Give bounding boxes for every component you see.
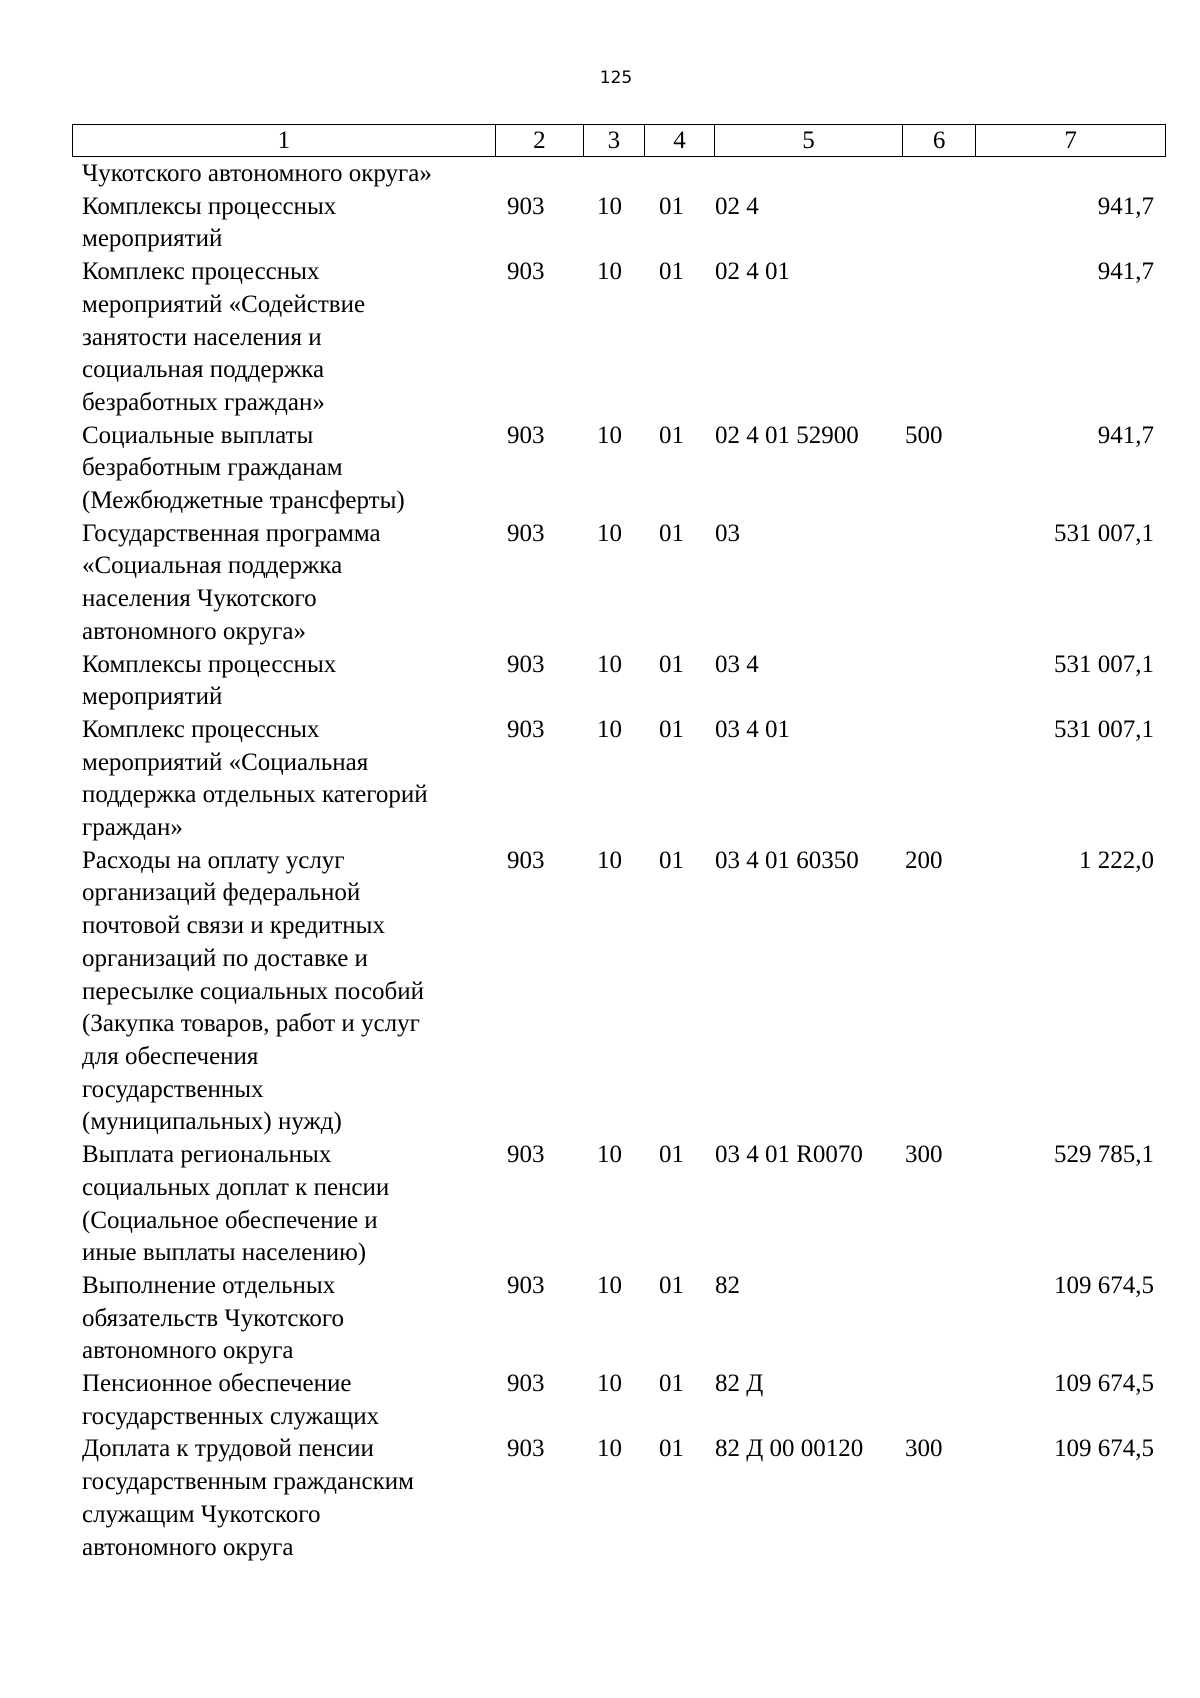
column-header-2: 2: [495, 125, 583, 157]
row-section-code: 10: [597, 1271, 622, 1299]
row-ministry-code: 903: [507, 519, 545, 547]
row-name: Доплата к трудовой пенсии государственным гражданским служащим Чукотского автономного округа: [82, 1435, 414, 1561]
row-ministry-code: 903: [507, 715, 545, 743]
column-header-table: [72, 124, 1166, 157]
column-header-row: [73, 125, 1166, 157]
row-target-article: 02 4 01 52900: [715, 421, 859, 449]
row-section-code: 10: [597, 421, 622, 449]
row-section-code: 10: [597, 519, 622, 547]
row-name: Пенсионное обеспечение государственных служащих: [82, 1370, 380, 1430]
row-amount: 109 674,5: [1054, 1435, 1154, 1463]
row-section-code: 10: [597, 1370, 622, 1398]
page-number: 125: [599, 68, 633, 88]
table-row: [72, 256, 1166, 420]
row-ministry-code: 903: [507, 1141, 545, 1169]
row-ministry-code: 903: [507, 258, 545, 286]
row-subsection-code: 01: [659, 1141, 684, 1169]
row-name: Комплекс процессных мероприятий «Содействие занятости населения и социальная поддержка безработных граждан»: [82, 258, 366, 416]
row-name: Комплексы процессных мероприятий: [82, 192, 337, 253]
row-amount: 941,7: [1097, 258, 1154, 286]
column-header-4: 4: [644, 125, 715, 157]
row-expense-type: 500: [905, 421, 943, 449]
row-subsection-code: 01: [659, 1271, 684, 1299]
row-ministry-code: 903: [507, 1271, 545, 1299]
table-row: [72, 1433, 1166, 1564]
row-section-code: 10: [597, 715, 622, 743]
row-subsection-code: 01: [659, 1435, 684, 1463]
row-name: Выплата региональных социальных доплат к пенсии (Социальное обеспечение и иные выплаты населению): [82, 1141, 390, 1267]
table-row: [72, 714, 1166, 845]
row-amount: 1 222,0: [1079, 846, 1154, 874]
table-row: [72, 158, 1166, 191]
column-header-1: 1: [73, 125, 496, 157]
row-amount: 941,7: [1097, 192, 1154, 220]
row-section-code: 10: [597, 258, 622, 286]
row-name: Социальные выплаты безработным гражданам (Межбюджетные трансферты): [82, 421, 405, 515]
row-amount: 531 007,1: [1054, 650, 1154, 678]
row-ministry-code: 903: [507, 421, 545, 449]
row-amount: 941,7: [1097, 421, 1154, 449]
row-section-code: 10: [597, 650, 622, 678]
row-amount: 109 674,5: [1054, 1271, 1154, 1299]
row-target-article: 82: [715, 1271, 740, 1299]
row-section-code: 10: [597, 192, 622, 220]
row-section-code: 10: [597, 846, 622, 874]
column-header-5: 5: [715, 125, 903, 157]
row-subsection-code: 01: [659, 715, 684, 743]
row-target-article: 03: [715, 519, 740, 547]
row-target-article: 82 Д 00 00120: [715, 1435, 864, 1463]
row-name: Чукотского автономного округа»: [82, 160, 432, 187]
row-section-code: 10: [597, 1435, 622, 1463]
row-amount: 531 007,1: [1054, 715, 1154, 743]
row-target-article: 02 4 01: [715, 258, 790, 286]
table-row: [72, 191, 1166, 256]
row-expense-type: 300: [905, 1141, 943, 1169]
row-ministry-code: 903: [507, 846, 545, 874]
budget-table-body: [72, 158, 1166, 1564]
row-target-article: 02 4: [715, 192, 759, 220]
table-row: [72, 1139, 1166, 1270]
row-name: Расходы на оплату услуг организаций федеральной почтовой связи и кредитных организаций по доставке и пересылке социальных пособий (Закупка товаров, работ и услуг для обеспечения государственных (муниципальных) нужд): [82, 846, 424, 1136]
row-amount: 531 007,1: [1054, 519, 1154, 547]
row-subsection-code: 01: [659, 650, 684, 678]
row-target-article: 03 4: [715, 650, 759, 678]
row-name: Комплекс процессных мероприятий «Социальная поддержка отдельных категорий граждан»: [82, 715, 428, 842]
table-row: [72, 845, 1166, 1139]
column-header-3: 3: [584, 125, 645, 157]
table-row: [72, 649, 1166, 714]
row-ministry-code: 903: [507, 192, 545, 220]
table-row: [72, 518, 1166, 649]
row-ministry-code: 903: [507, 1435, 545, 1463]
row-subsection-code: 01: [659, 519, 684, 547]
row-name: Выполнение отдельных обязательств Чукотского автономного округа: [82, 1271, 345, 1365]
row-section-code: 10: [597, 1141, 622, 1169]
table-row: [72, 1368, 1166, 1433]
row-subsection-code: 01: [659, 258, 684, 286]
row-ministry-code: 903: [507, 650, 545, 678]
row-name: Государственная программа «Социальная поддержка населения Чукотского автономного округа»: [82, 519, 381, 645]
column-header-6: 6: [902, 125, 976, 157]
row-target-article: 03 4 01: [715, 715, 790, 743]
row-ministry-code: 903: [507, 1370, 545, 1398]
row-subsection-code: 01: [659, 421, 684, 449]
row-subsection-code: 01: [659, 192, 684, 220]
row-name: Комплексы процессных мероприятий: [82, 650, 337, 711]
column-header-7: 7: [976, 125, 1166, 157]
row-target-article: 03 4 01 60350: [715, 846, 859, 874]
row-target-article: 03 4 01 R0070: [715, 1141, 863, 1169]
table-row: [72, 1270, 1166, 1368]
row-amount: 109 674,5: [1054, 1370, 1154, 1398]
table-row: [72, 420, 1166, 518]
row-subsection-code: 01: [659, 846, 684, 874]
row-expense-type: 200: [905, 846, 943, 874]
row-subsection-code: 01: [659, 1370, 684, 1398]
row-amount: 529 785,1: [1054, 1141, 1154, 1169]
row-target-article: 82 Д: [715, 1370, 764, 1398]
row-expense-type: 300: [905, 1435, 943, 1463]
